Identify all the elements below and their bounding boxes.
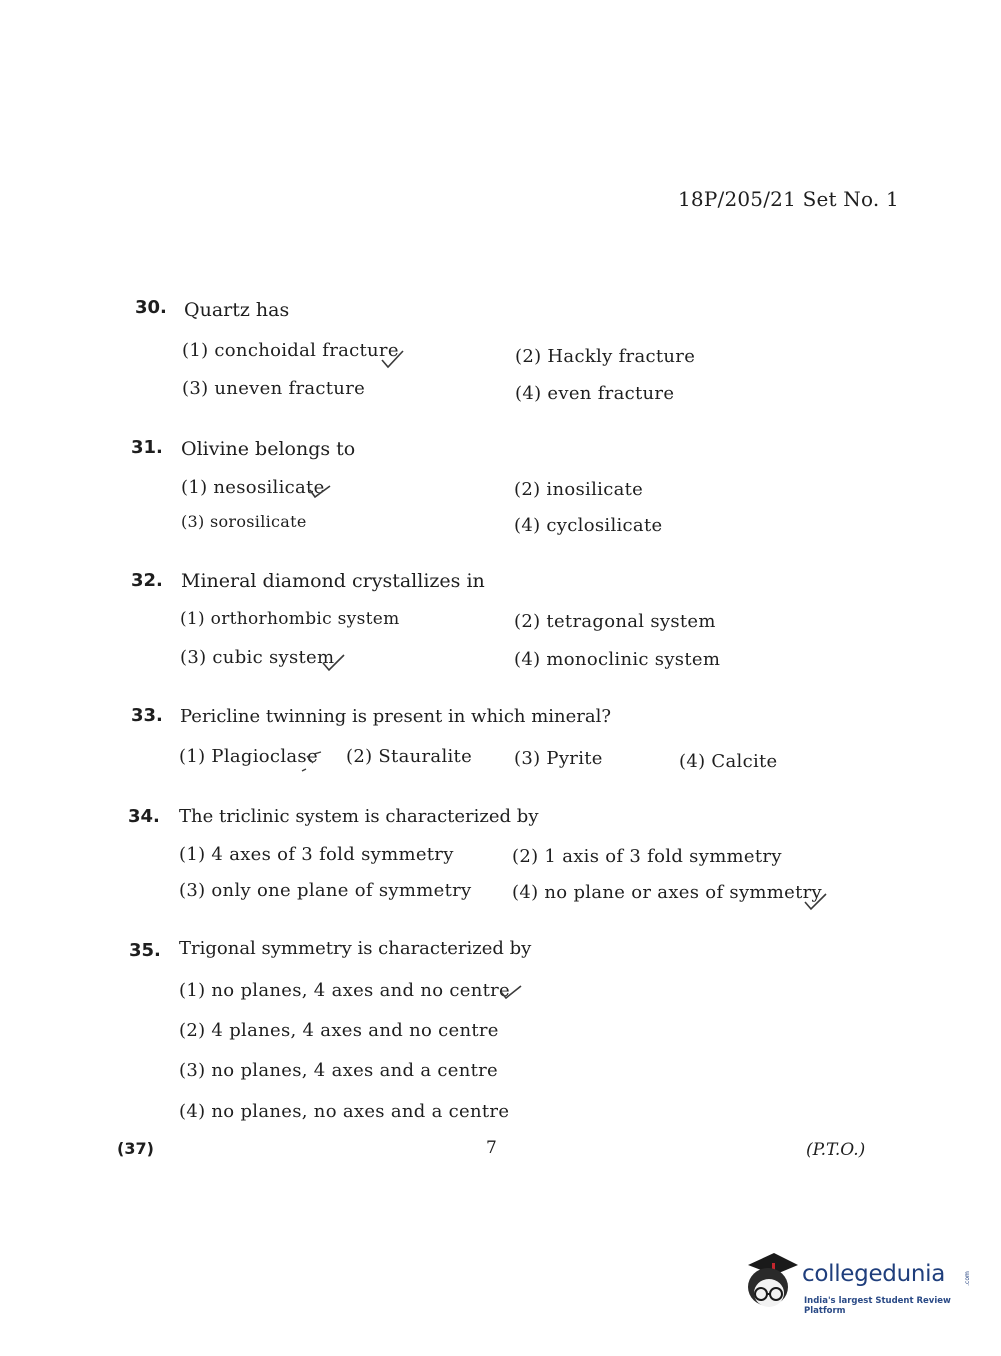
option: (3) cubic system xyxy=(180,647,335,668)
option: (1) Plagioclase xyxy=(179,746,318,767)
question-number: 32. xyxy=(131,570,163,591)
option: (4) monoclinic system xyxy=(514,649,721,670)
option: (2) 1 axis of 3 fold symmetry xyxy=(512,846,782,867)
option: (1) orthorhombic system xyxy=(180,609,400,629)
question-text: The triclinic system is characterized by xyxy=(179,806,539,827)
option: (3) Pyrite xyxy=(514,748,603,769)
mascot-icon xyxy=(742,1249,800,1311)
booklet-code: (37) xyxy=(117,1139,154,1158)
pto-note: (P.T.O.) xyxy=(806,1140,866,1160)
option: (2) Hackly fracture xyxy=(515,346,696,367)
check-mark-icon xyxy=(307,480,333,502)
option: (3) no planes, 4 axes and a centre xyxy=(179,1060,499,1081)
check-mark-icon xyxy=(802,890,828,912)
option: (4) no plane or axes of symmetry xyxy=(512,882,823,903)
option: (1) no planes, 4 axes and no centre xyxy=(179,980,511,1001)
page-number: 7 xyxy=(486,1138,497,1158)
option: (1) conchoidal fracture xyxy=(182,340,399,361)
brand-tagline: India's largest Student Review Platform xyxy=(804,1296,951,1316)
question-number: 34. xyxy=(128,806,160,827)
question-text: Trigonal symmetry is characterized by xyxy=(179,938,532,959)
question-number: 35. xyxy=(129,940,161,961)
question-text: Quartz has xyxy=(184,299,290,321)
check-mark-icon xyxy=(320,651,346,673)
check-mark-icon xyxy=(300,750,326,772)
option: (4) Calcite xyxy=(679,751,778,772)
question-text: Mineral diamond crystallizes in xyxy=(181,570,485,592)
option: (1) 4 axes of 3 fold symmetry xyxy=(179,844,454,865)
option: (2) inosilicate xyxy=(514,479,644,500)
brand-name: collegedunia xyxy=(802,1261,946,1287)
set-code: 18P/205/21 Set No. 1 xyxy=(678,187,899,211)
question-text: Olivine belongs to xyxy=(181,438,356,460)
question-text: Pericline twinning is present in which mineral? xyxy=(180,706,612,727)
brand-suffix: .com xyxy=(963,1271,971,1286)
option: (2) 4 planes, 4 axes and no centre xyxy=(179,1020,499,1041)
option: (4) cyclosilicate xyxy=(514,515,663,536)
check-mark-icon xyxy=(379,348,405,370)
option: (2) Stauralite xyxy=(346,746,473,767)
option: (4) no planes, no axes and a centre xyxy=(179,1101,510,1122)
option: (3) uneven fracture xyxy=(182,378,366,399)
check-mark-icon xyxy=(498,982,524,1004)
question-number: 30. xyxy=(135,297,167,318)
question-number: 33. xyxy=(131,705,163,726)
option: (3) sorosilicate xyxy=(181,512,307,531)
collegedunia-logo xyxy=(742,1247,982,1317)
question-number: 31. xyxy=(131,437,163,458)
option: (1) nesosilicate xyxy=(181,477,325,498)
option: (3) only one plane of symmetry xyxy=(179,880,472,901)
option: (4) even fracture xyxy=(515,383,675,404)
option: (2) tetragonal system xyxy=(514,611,716,632)
